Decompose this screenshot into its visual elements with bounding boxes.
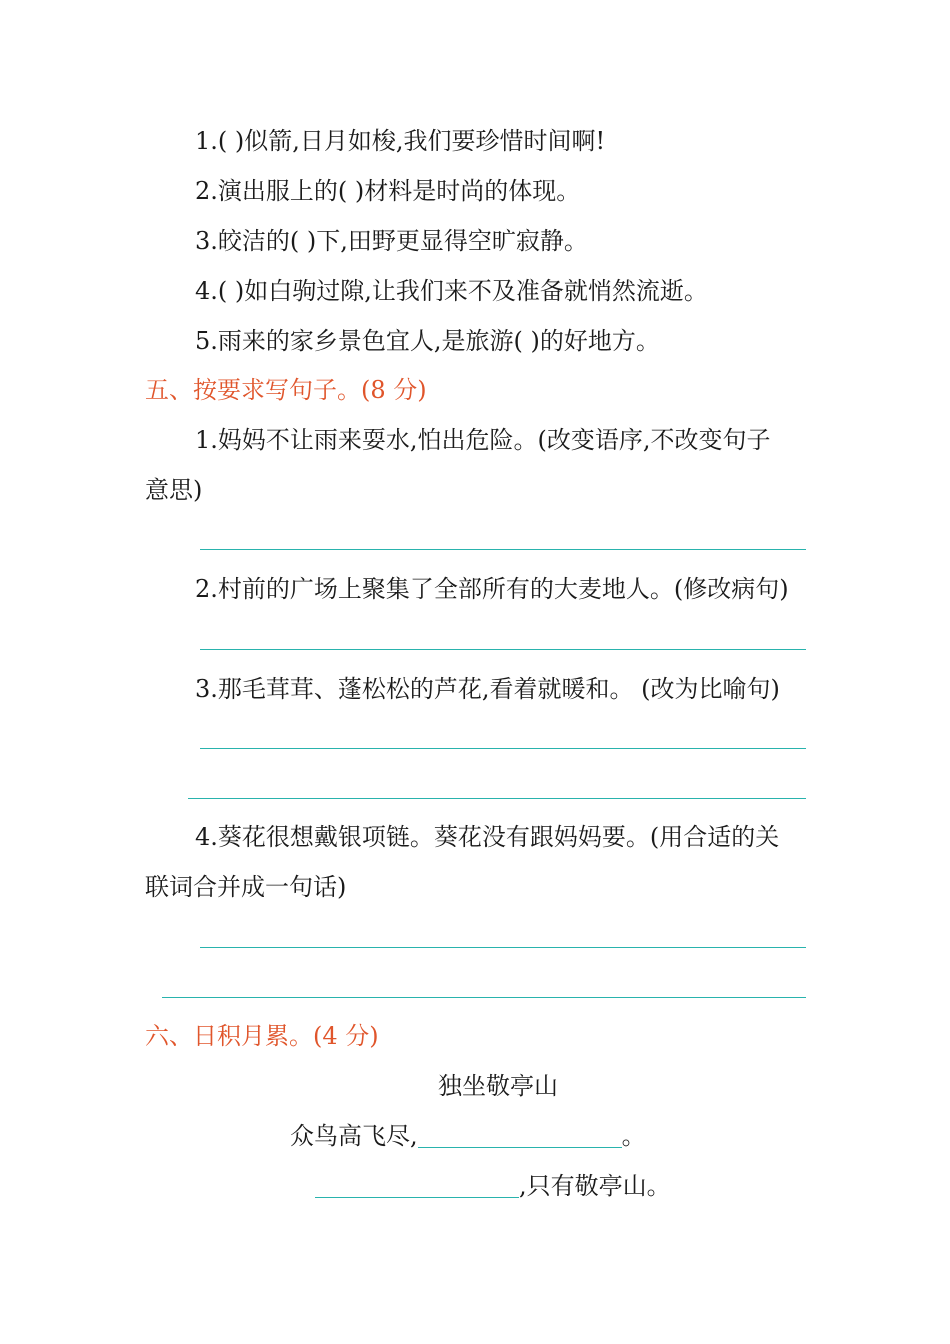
section-5-title: 五、按要求写句子。(8 分) (145, 376, 427, 404)
s5-q4-line1: 4.葵花很想戴银项链。葵花没有跟妈妈要。(用合适的关 (195, 823, 780, 851)
answer-line-q2[interactable] (200, 649, 806, 650)
poem-line-2-text: ,只有敬亭山。 (519, 1172, 671, 1200)
answer-line-q3a[interactable] (200, 748, 806, 749)
s5-q3: 3.那毛茸茸、蓬松松的芦花,看着就暖和。 (改为比喻句) (195, 675, 780, 703)
fill-item-4: 4.( )如白驹过隙,让我们来不及准备就悄然流逝。 (195, 277, 708, 305)
fill-item-5: 5.雨来的家乡景色宜人,是旅游( )的好地方。 (195, 327, 660, 355)
answer-line-q3b[interactable] (188, 798, 806, 799)
poem-line-1-text: 众鸟高飞尽, (290, 1122, 418, 1150)
poem-line-1-end: 。 (621, 1122, 646, 1150)
s5-q4-line2: 联词合并成一句话) (145, 873, 347, 901)
poem-blank-1[interactable] (418, 1123, 622, 1148)
s5-q1-line1: 1.妈妈不让雨来耍水,怕出危险。(改变语序,不改变句子 (195, 426, 771, 454)
fill-item-3: 3.皎洁的( )下,田野更显得空旷寂静。 (195, 227, 588, 255)
poem-blank-2[interactable] (315, 1173, 519, 1198)
answer-line-q4a[interactable] (200, 947, 806, 948)
poem-line-1 (290, 1121, 646, 1151)
fill-item-1: 1.( )似箭,日月如梭,我们要珍惜时间啊! (195, 127, 606, 155)
fill-item-2: 2.演出服上的( )材料是时尚的体现。 (195, 177, 581, 205)
answer-line-q4b[interactable] (162, 997, 806, 998)
answer-line-q1[interactable] (200, 549, 806, 550)
s5-q2: 2.村前的广场上聚集了全部所有的大麦地人。(修改病句) (195, 575, 789, 603)
s5-q1-line2: 意思) (145, 476, 203, 504)
poem-line-2 (315, 1171, 671, 1201)
section-6-title: 六、日积月累。(4 分) (145, 1022, 379, 1050)
poem-title: 独坐敬亭山 (438, 1072, 558, 1100)
